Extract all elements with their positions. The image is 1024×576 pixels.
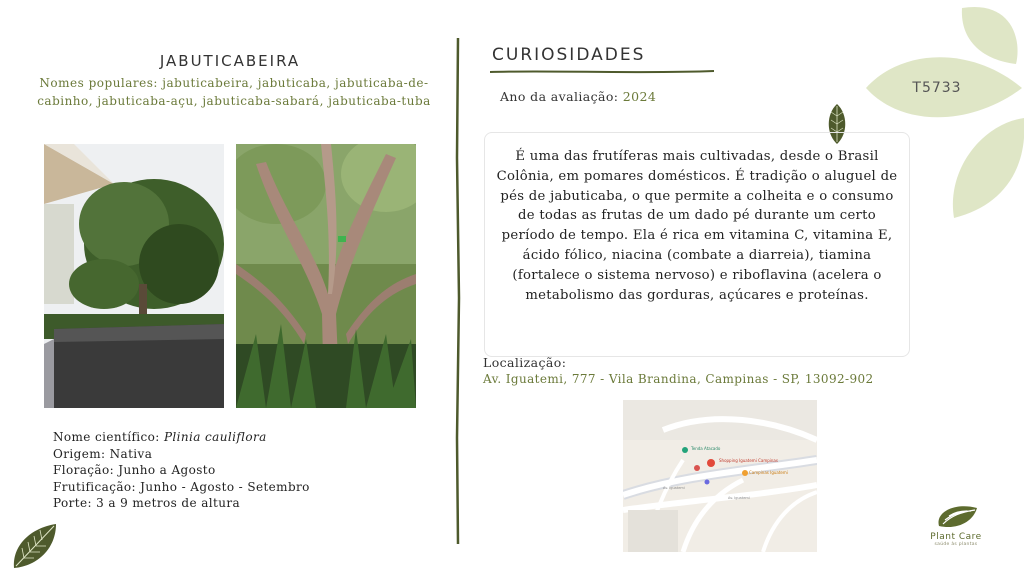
vertical-divider bbox=[455, 38, 461, 544]
scientific-name: Nome científico: Plinia cauliflora bbox=[53, 430, 267, 444]
brand-name: Plant Care bbox=[930, 532, 982, 542]
map-label-poi2: Shopping Iguatemi Campinas bbox=[719, 458, 778, 463]
tree-photo-garden bbox=[44, 144, 224, 408]
location-address: Av. Iguatemi, 777 - Vila Brandina, Campinas - SP, 13092-902 bbox=[483, 372, 874, 386]
location-label: Localização: bbox=[483, 355, 567, 370]
flowering: Floração: Junho a Agosto bbox=[53, 463, 216, 477]
plant-care-logo-icon bbox=[931, 502, 981, 528]
decorative-leaf-bottom-left bbox=[10, 522, 60, 570]
tree-photo-trunk bbox=[236, 144, 416, 408]
size: Porte: 3 a 9 metros de altura bbox=[53, 496, 241, 510]
map-label-poi3: Campinas Iguatemi bbox=[749, 470, 788, 475]
fruiting: Frutificação: Junho - Agosto - Setembro bbox=[53, 479, 310, 494]
origin: Origem: Nativa bbox=[53, 446, 153, 461]
map-label-road2: Av. Iguatemi bbox=[728, 496, 750, 500]
brand-tagline: saúde às plantas bbox=[934, 542, 978, 547]
page-title: JABUTICABEIRA bbox=[159, 52, 301, 70]
plant-care-logo bbox=[922, 502, 990, 547]
curiosities-text: É uma das frutíferas mais cultivadas, desde o Brasil Colônia, em pomares domésticos. É tradição o aluguel de pés de jabuticaba, o que permite a colheita e o consumo de todas as frutas de um dado pé durante um certo período de tempo. Ela é rica em vitamina C, vitamina E, ácido fólico, niacina (combate a diarreia), tiamina (fortalece o sistema nervoso) e riboflavina (acelera o metabolismo das gorduras, açúcares e proteínas. bbox=[496, 149, 898, 303]
heading-underline bbox=[490, 68, 714, 76]
map-label-poi1: Tenda Atacado bbox=[691, 446, 721, 451]
tag-code: T5733 bbox=[912, 80, 962, 96]
map-label-road1: Av. Iguatemi bbox=[663, 486, 685, 490]
evaluation-year: Ano da avaliação: 2024 bbox=[500, 89, 657, 104]
curiosities-heading: CURIOSIDADES bbox=[492, 45, 646, 65]
location-map[interactable] bbox=[623, 400, 817, 552]
popular-names: Nomes populares: jabuticabeira, jabuticaba, jabuticaba-de-cabinho, jabuticaba-açu, jabuticaba-sabará, jabuticaba-tuba bbox=[37, 76, 431, 108]
plant-facts bbox=[53, 429, 310, 512]
